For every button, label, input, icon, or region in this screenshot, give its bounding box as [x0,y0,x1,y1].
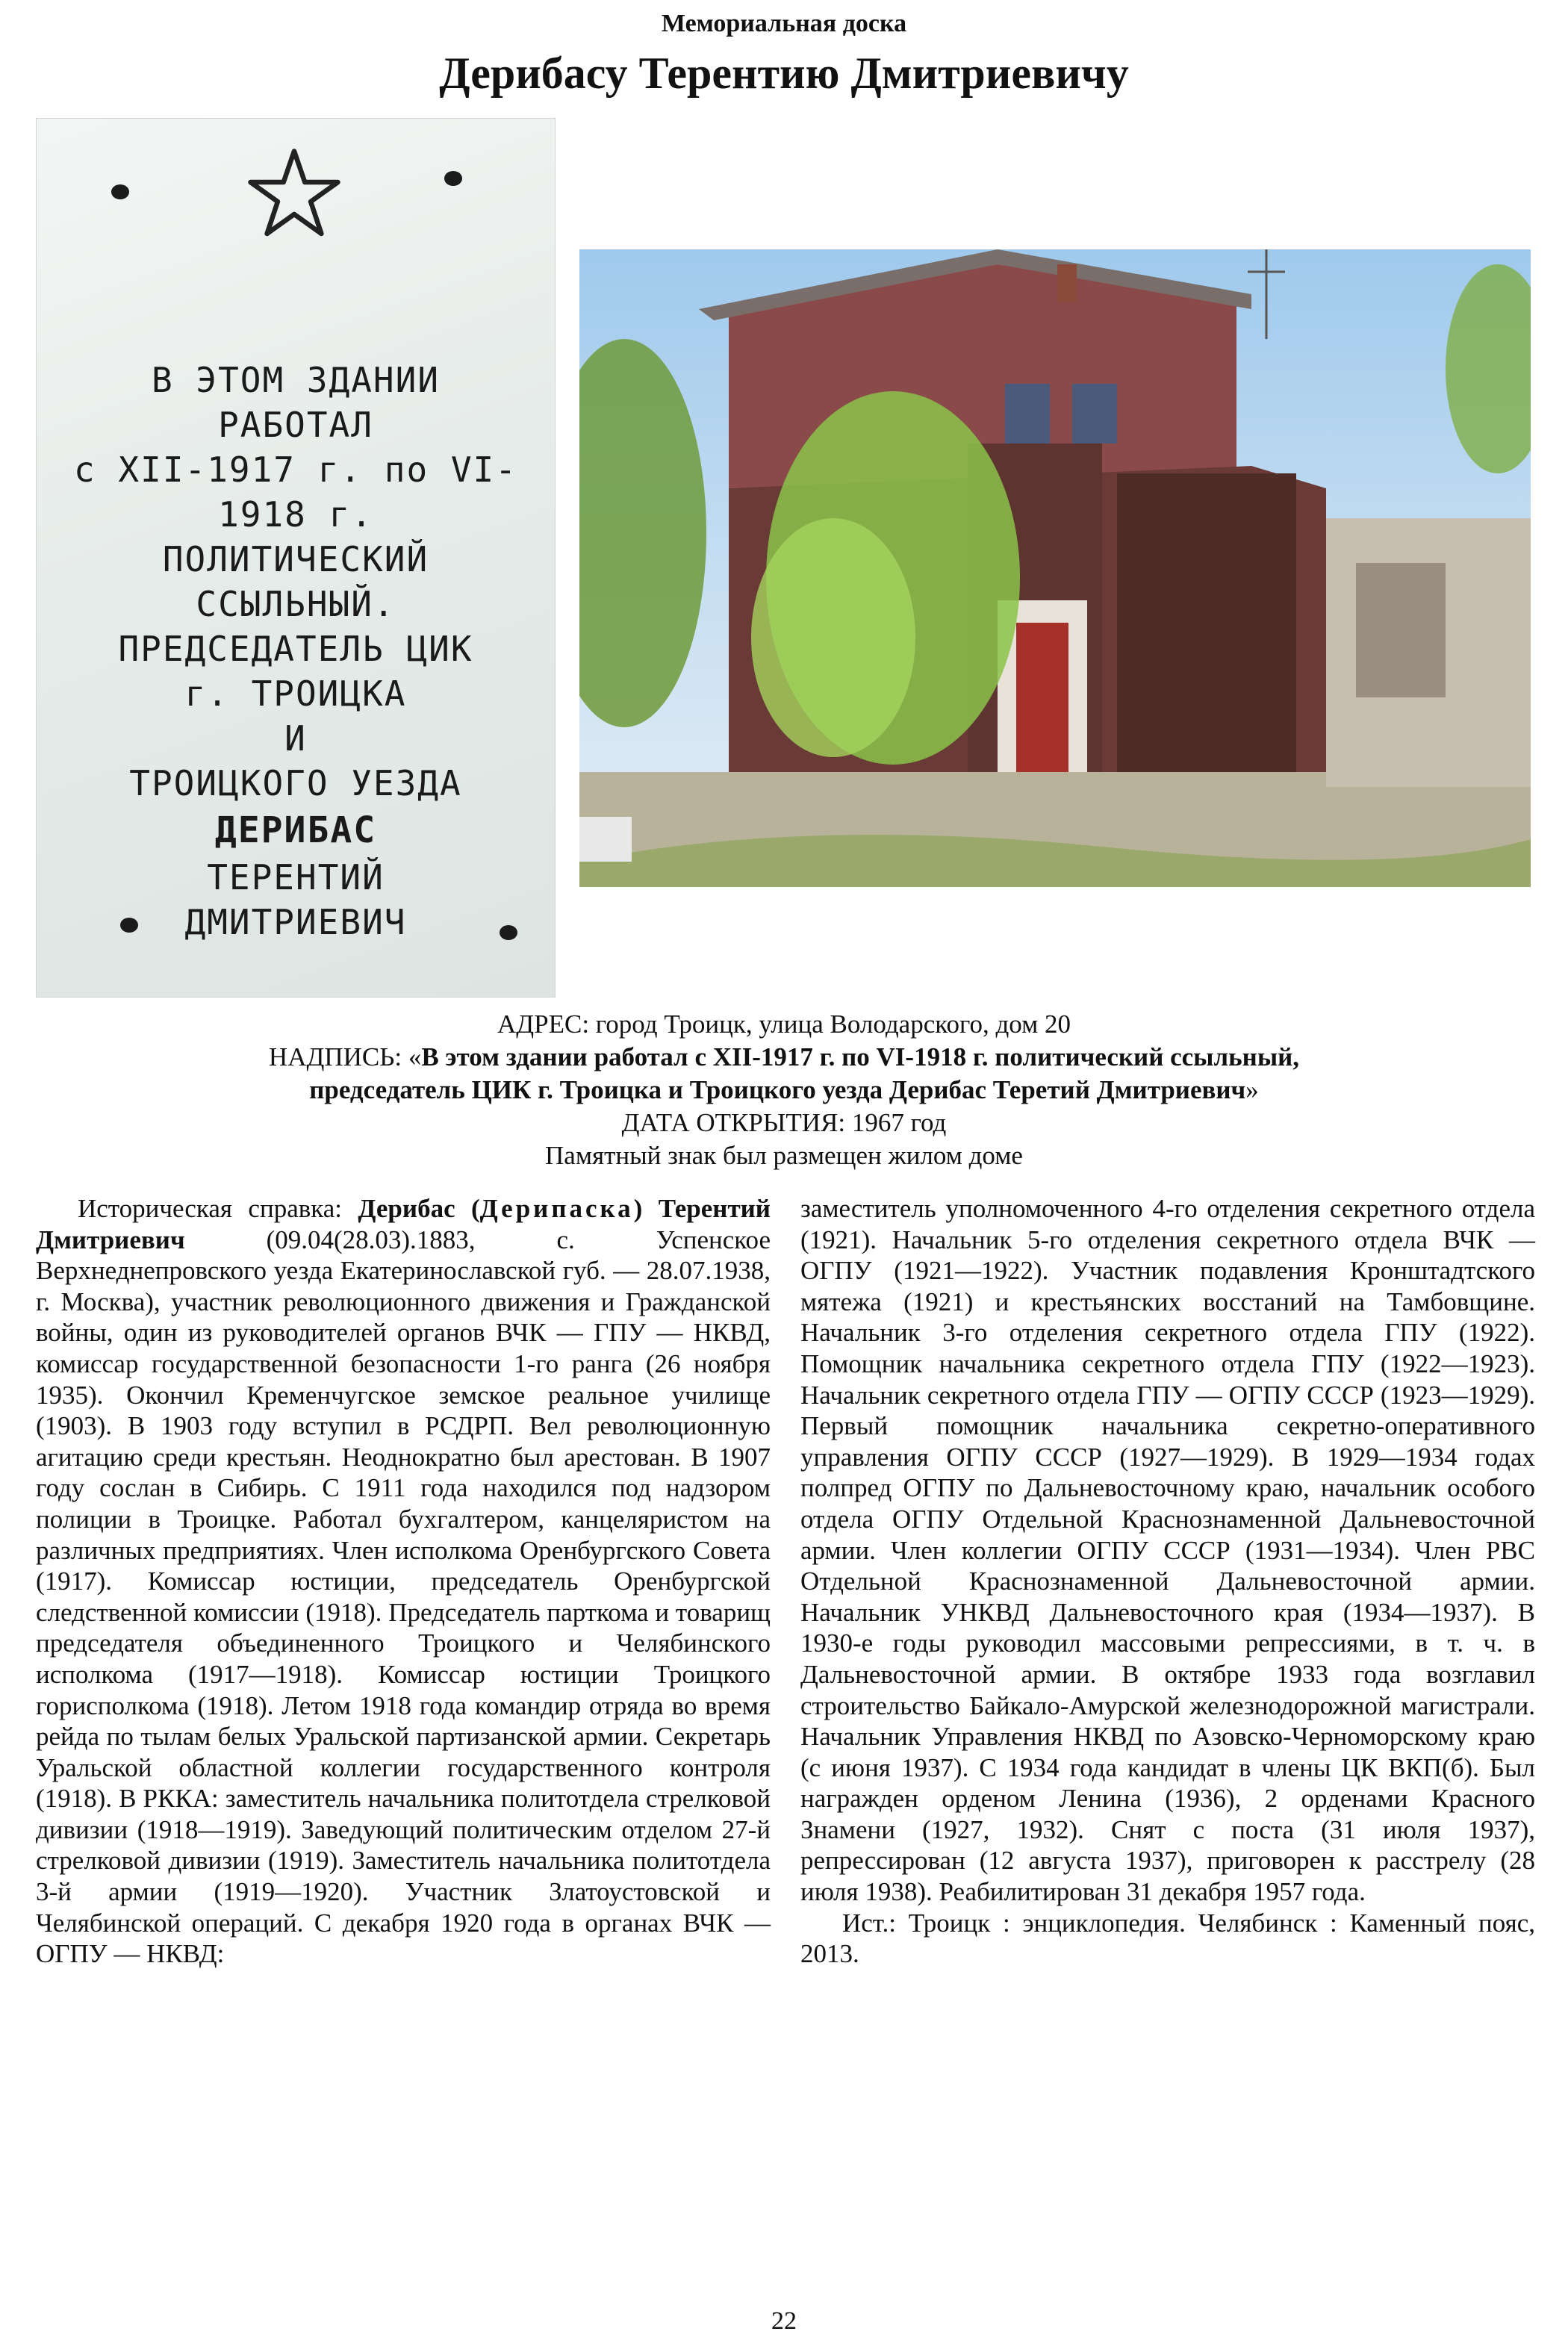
plaque-line: с XII-1917 г. по VI-1918 г. [74,449,517,535]
page-number: 22 [771,2307,797,2335]
inscription-label: НАДПИСЬ: « [268,1042,422,1071]
plaque-line: ССЫЛЬНЫЙ. [196,584,396,624]
plaque-line: ПОЛИТИЧЕСКИЙ [162,539,429,579]
plaque-line: ПРЕДСЕДАТЕЛЬ ЦИК [118,629,473,669]
plaque-line: ТРОИЦКОГО УЕЗДА [129,763,462,803]
bolt-icon [444,171,462,186]
biography-text: заместитель уполномоченного 4-го отделения секретного отдела (1921). Начальник 5-го отделения секретного отдела ВЧК — ОГПУ (1921—1922). Участник подавления Кронштадтского мятежа (1921) и крестьянских восстаний на Тамбовщине. Начальник 3-го отделения секретного отдела ГПУ (1922). Помощник начальника секретного отдела ГПУ (1922—1923). Начальник секретного отдела ГПУ — ОГПУ СССР (1923—1929). Первый помощник начальника секретно-оперативного управления ОГПУ СССР (1927—1929). В 1929—1934 годах полпред ОГПУ по Дальневосточному краю, начальник особого отдела ОГПУ Отдельной Краснознаменной Дальневосточной армии. Член коллегии ОГПУ СССР (1931—1934). Член РВС Отдельной Краснознаменной Дальневосточной армии. Начальник УНКВД Дальневосточного края (1934—1937). В 1930-е годы руководил массовыми репрессиями, в т. ч. в Дальневосточной армии. В октябре 1933 года возглавил строительство Байкало-Амурской железнодорожной магистрали. Начальник Управления НКВД по Азовско-Черноморскому краю (с июня 1937). С 1934 года кандидат в члены ЦК ВКП(б). Был награжден орденом Ленина (1936), 2 орденами Красного Знамени (1927, 1932). Снят с поста (31 июля 1937), репрессирован (12 августа 1937), приговорен к расстрелу (28 июля 1938). Реабилитирован 31 декабря 1957 года. [800,1194,1535,1907]
header-subtitle: Мемориальная доска [661,10,907,37]
plaque-inscription [37,358,555,945]
source-note: Ист.: Троицк : энциклопедия. Челябинск : Каменный пояс, 2013. [800,1908,1535,1969]
note-line: Памятный знак был размещен жилом доме [545,1141,1023,1170]
plaque-line: г. ТРОИЦКА [184,673,407,714]
name-heading: Дерибас (Дерипаска) Терентий Дмитриевич [36,1194,771,1254]
plaque-line: ТЕРЕНТИЙ [207,857,385,897]
building-illustration [579,249,1531,887]
building-photo [579,249,1531,887]
inscription-line-1 [0,1041,1568,1074]
address-line: АДРЕС: город Троицк, улица Володарского, дом 20 [497,1009,1071,1039]
intro-label: Историческая справка: [78,1194,358,1223]
bolt-icon [111,184,129,199]
plaque-line: В ЭТОМ ЗДАНИИ [151,360,441,400]
plaque-line: ДМИТРИЕВИЧ [184,902,407,942]
biography-text: (09.04(28.03).1883, с. Успенское Верхнеднепровского уезда Екатеринославской губ. — 28.07.1938, г. Москва), участник революционного движения и Гражданской войны, один из руководителей органов ВЧК — ГПУ — НКВД, комиссар государственной безопасности 1-го ранга (26 ноября 1935). Окончил Кременчугское земское реальное училище (1903). В 1903 году вступил в РСДРП. Вел революционную агитацию среди крестьян. Неоднократно был арестован. В 1907 году сослан в Сибирь. С 1911 года находился под надзором полиции в Троицке. Работал бухгалтером, канцеляристом на различных предприятиях. Член исполкома Оренбургского Совета (1917). Комиссар юстиции, председатель Оренбургской следственной комиссии (1918). Председатель парткома и товарищ председателя объединенного Троицкого и Челябинского исполкома (1917—1918). Комиссар юстиции Троицкого горисполкома (1918). Летом 1918 года командир отряда во время рейда по тылам белых Уральской партизанской армии. Секретарь Уральской областной коллегии государственного контроля (1918). В РККА: заместитель начальника политотдела стрелковой дивизии (1918—1919). Заведующий политическим отделом 27-й стрелковой дивизии (1919). Заместитель начальника политотдела 3-й армии (1919—1920). Участник Златоустовской и Челябинской операций. С декабря 1920 года в органах ВЧК — ОГПУ — НКВД: [36,1225,771,1969]
plaque-line: ДЕРИБАС [214,809,377,851]
plaque-line: РАБОТАЛ [218,405,373,445]
plaque-photo [36,118,556,998]
article-column-left [36,1193,771,1970]
inscription-line-2 [0,1074,1568,1107]
article-paragraph [36,1193,771,1970]
inscription-close: » [1245,1075,1259,1104]
star-icon [246,147,343,240]
opening-date: ДАТА ОТКРЫТИЯ: 1967 год [621,1108,947,1137]
inscription-text: председатель ЦИК г. Троицка и Троицкого уезда Дерибас Теретий Дмитриевич [309,1075,1246,1104]
article-column-right [800,1193,1535,1970]
inscription-text: В этом здании работал с XII-1917 г. по VI-1918 г. политический ссыльный, [421,1042,1300,1071]
page-title: Дерибасу Терентию Дмитриевичу [439,49,1129,98]
plaque-line: И [284,718,307,759]
